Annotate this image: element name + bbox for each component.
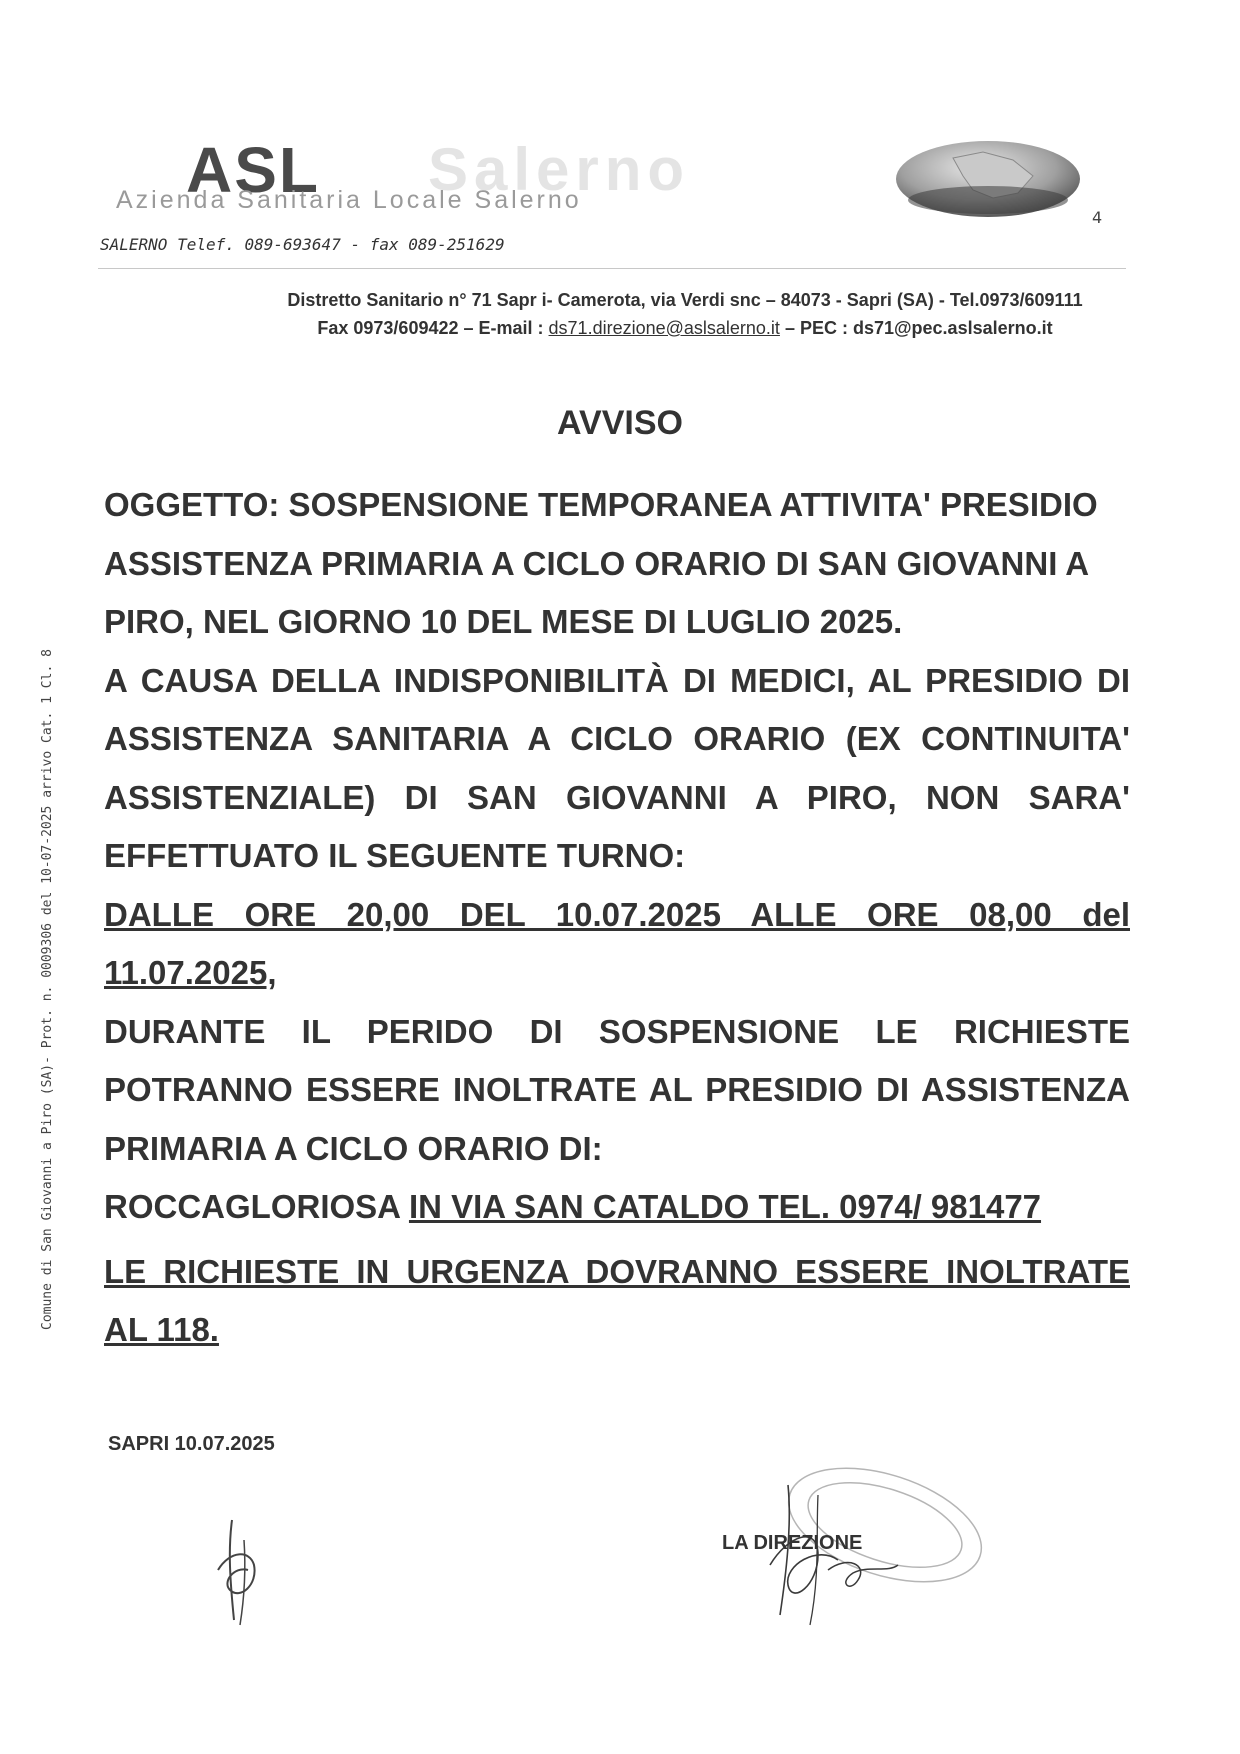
header-divider	[98, 268, 1126, 269]
notice-subject: OGGETTO: SOSPENSIONE TEMPORANEA ATTIVITA' PRESIDIO ASSISTENZA PRIMARIA A CICLO ORARIO DI SAN GIOVANNI A PIRO, NEL GIORNO 10 DEL MESE DI LUGLIO 2025.	[104, 486, 1098, 640]
logo-asl-text: ASL	[186, 134, 320, 206]
globe-map-icon	[893, 138, 1083, 220]
email-link[interactable]: ds71.direzione@aslsalerno.it	[548, 318, 780, 338]
district-contact-line	[0, 318, 1240, 339]
notice-title: AVVISO	[557, 404, 683, 442]
urgent-requests-note: LE RICHIESTE IN URGENZA DOVRANNO ESSERE INOLTRATE AL 118.	[104, 1252, 1130, 1348]
handwritten-initial-signature	[210, 1510, 270, 1630]
phone-fax-line: SALERNO Telef. 089-693647 - fax 089-251629	[100, 235, 505, 254]
notice-paragraph-reason: A CAUSA DELLA INDISPONIBILITÀ DI MEDICI, AL PRESIDIO DI ASSISTENZA SANITARIA A CICLO ORARIO (EX CONTINUITA' ASSISTENZIALE) DI SAN GIOVANNI A PIRO, NON SARA' EFFETTUATO IL SEGUENTE TURNO:	[104, 661, 1130, 874]
alt-location-address: IN VIA SAN CATALDO TEL. 0974/ 981477	[408, 1188, 1042, 1225]
district-address-line: Distretto Sanitario n° 71 Sapr i- Camerota, via Verdi snc – 84073 - Sapri (SA) - Tel.0973/609111	[287, 290, 1083, 310]
alternative-location	[104, 1178, 1130, 1237]
logo-subtitle: Azienda Sanitaria Locale Salerno	[116, 186, 582, 214]
suspended-shift: DALLE ORE 20,00 DEL 10.07.2025 ALLE ORE 08,00 del 11.07.2025,	[104, 895, 1130, 991]
notice-body	[104, 476, 1130, 1360]
alt-location-name: ROCCAGLORIOSA	[104, 1188, 409, 1225]
notice-paragraph-alternative: DURANTE IL PERIDO DI SOSPENSIONE LE RICHIESTE POTRANNO ESSERE INOLTRATE AL PRESIDIO DI ASSISTENZA PRIMARIA A CICLO ORARIO DI:	[104, 1012, 1130, 1167]
document-date: SAPRI 10.07.2025	[108, 1433, 275, 1455]
protocol-side-stamp: Comune di San Giovanni a Piro (SA)- Prot. n. 0009306 del 10-07-2025 arrivo Cat. 1 Cl. 8	[40, 649, 55, 1330]
pec-address: – PEC : ds71@pec.aslsalerno.it	[779, 318, 1053, 338]
fax-email-label: Fax 0973/609422 – E-mail :	[317, 318, 549, 338]
page-number: 4	[1092, 208, 1103, 227]
logo-salerno-text: Salerno	[428, 136, 691, 203]
signatory-label: LA DIREZIONE	[722, 1532, 863, 1554]
